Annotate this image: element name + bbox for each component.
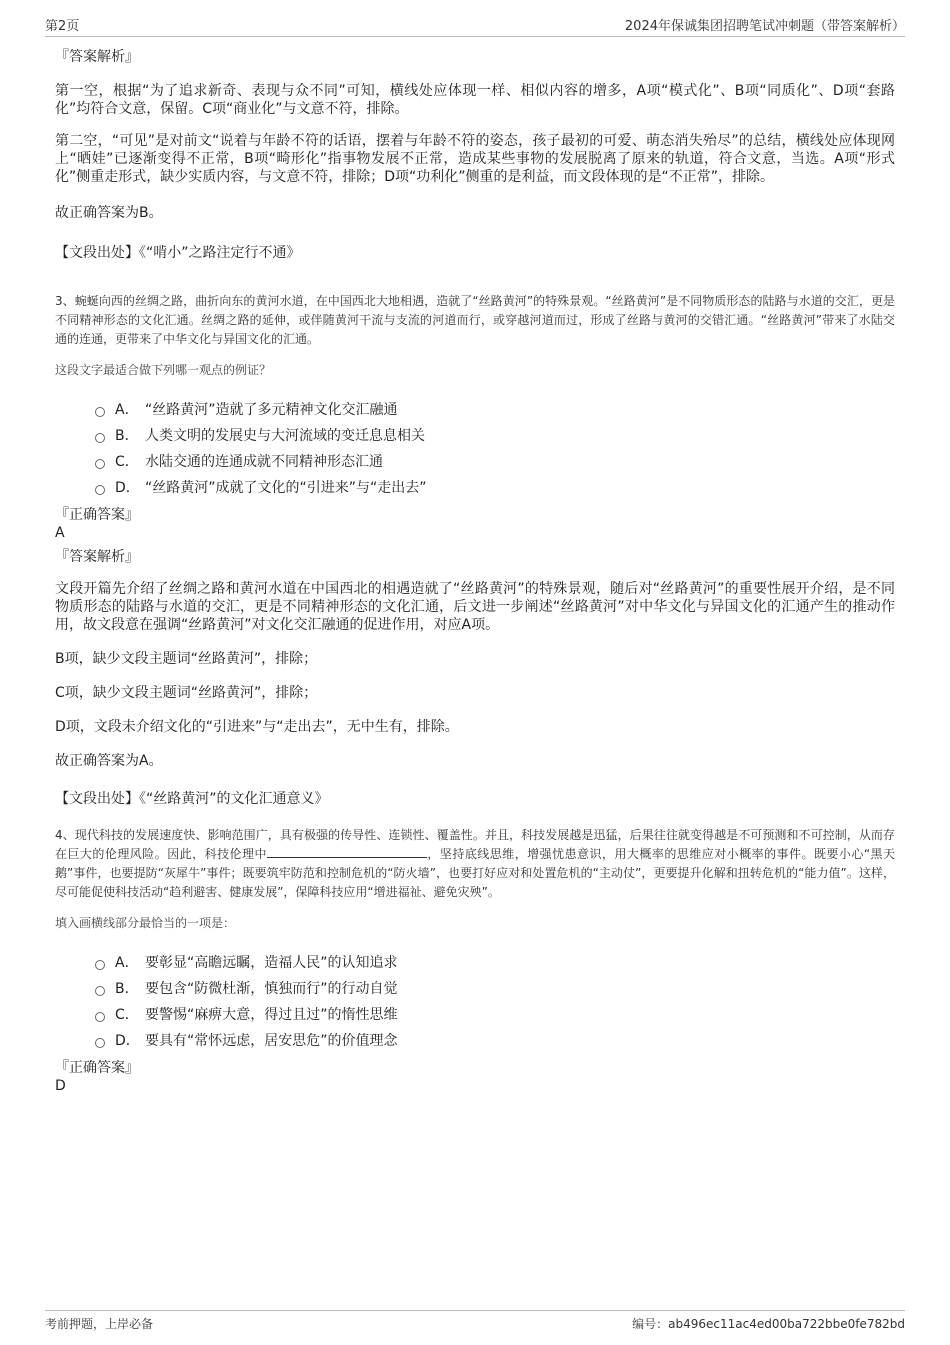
q3-analysis-p4: D项，文段未介绍文化的“引进来”与“走出去”，无中生有，排除。 — [55, 719, 459, 735]
q2-source: 【文段出处】《“啃小”之路注定行不通》 — [55, 245, 301, 261]
q3-option-a[interactable] — [95, 396, 895, 422]
q4-option-a[interactable] — [95, 949, 895, 975]
main-content — [55, 46, 895, 1101]
q4-option-d[interactable] — [95, 1027, 895, 1053]
page-footer — [45, 1310, 905, 1332]
q4-option-c[interactable] — [95, 1001, 895, 1027]
q4-option-b[interactable] — [95, 975, 895, 1001]
q4-answer: D — [55, 1078, 66, 1094]
q4-stem — [55, 826, 895, 902]
radio-icon[interactable] — [95, 459, 105, 469]
radio-icon[interactable] — [95, 433, 105, 443]
option-text: “丝路黄河”造就了多元精神文化交汇融通 — [145, 402, 398, 418]
question-4 — [55, 826, 895, 1095]
page-number: 第2页 — [45, 19, 80, 34]
option-text: 要包含“防微杜渐，慎独而行”的行动自觉 — [145, 981, 398, 997]
option-letter: C． — [115, 1007, 139, 1023]
q4-stem-before: 4、现代科技的发展速度快、影响范围广，具有极强的传导性、连锁性、覆盖性。并且，科技发展越是迅猛，后果往往就变得越是不可预测和不可控制，从而存在巨大的伦理风险。因此，科技伦理中 — [55, 828, 895, 861]
q3-option-b[interactable] — [95, 422, 895, 448]
q4-stem-after: ，坚持底线思维，增强忧患意识，用大概率的思维应对小概率的事件。既要小心“黑天鹅”事件，也要提防“灰犀牛”事件；既要筑牢防范和控制危机的“防火墙”，也要打好应对和处置危机的“主动仗”，更要提升化解和扭转危机的“能力值”。这样，尽可能促使科技活动“趋利避害、健康发展”，保障科技应用“增进福祉、避免灾殃”。 — [55, 847, 895, 899]
option-text: 要警惕“麻痹大意，得过且过”的惰性思维 — [145, 1007, 398, 1023]
q3-analysis-p3: C项，缺少文段主题词“丝路黄河”，排除； — [55, 685, 318, 701]
q4-options — [55, 949, 895, 1053]
q3-analysis-p1: 文段开篇先介绍了丝绸之路和黄河水道在中国西北的相遇造就了“丝路黄河”的特殊景观，随后对“丝路黄河”的重要性展开介绍，是不同物质形态的陆路与水道的交汇，更是不同精神形态的文化汇通，后文进一步阐述“丝路黄河”对中华文化与异国文化的汇通产生的推动作用，故文段意在强调“丝路黄河”对文化交汇融通的促进作用，对应A项。 — [55, 581, 895, 633]
option-letter: B． — [115, 981, 139, 997]
q3-conclusion: 故正确答案为A。 — [55, 753, 163, 769]
q3-prompt: 这段文字最适合做下列哪一观点的例证？ — [55, 363, 272, 377]
page-header — [45, 12, 905, 37]
option-letter: B． — [115, 428, 139, 444]
q3-stem: 3、蜿蜒向西的丝绸之路，曲折向东的黄河水道，在中国西北大地相遇，造就了“丝路黄河”的特殊景观。“丝路黄河”是不同物质形态的陆路与水道的交汇，更是不同精神形态的文化汇通。丝绸之路的延伸，或伴随黄河干流与支流的河道而行，或穿越河道而过，形成了丝路与黄河的交错汇通。“丝路黄河”带来了水陆交通的连通，更带来了中华文化与异国文化的汇通。 — [55, 294, 895, 346]
q4-answer-label: 『正确答案』 — [55, 1060, 139, 1076]
option-text: 要彰显“高瞻远瞩，造福人民”的认知追求 — [145, 955, 398, 971]
fill-blank — [267, 845, 427, 858]
document-title: 2024年保诚集团招聘笔试冲刺题（带答案解析） — [624, 19, 905, 34]
option-text: “丝路黄河”成就了文化的“引进来”与“走出去” — [145, 480, 427, 496]
q2-analysis — [55, 46, 895, 262]
q2-analysis-label: 『答案解析』 — [55, 49, 139, 65]
q3-options — [55, 396, 895, 500]
radio-icon[interactable] — [95, 485, 105, 495]
q3-option-d[interactable] — [95, 474, 895, 500]
q2-analysis-p2: 第二空，“可见”是对前文“说着与年龄不符的话语，摆着与年龄不符的姿态，孩子最初的可爱、萌态消失殆尽”的总结，横线处应体现网上“晒娃”已逐渐变得不正常，B项“畸形化”指事物发展不正常，造成某些事物的发展脱离了原来的轨道，符合文意，当选。A项“形式化”侧重走形式，缺少实质内容，与文意不符，排除；D项“功利化”侧重的是利益，而文段体现的是“不正常”，排除。 — [55, 133, 895, 185]
radio-icon[interactable] — [95, 1012, 105, 1022]
option-text: 水陆交通的连通成就不同精神形态汇通 — [145, 454, 383, 470]
option-letter: D． — [115, 1033, 140, 1049]
q4-prompt: 填入画横线部分最恰当的一项是： — [55, 916, 236, 930]
option-text: 人类文明的发展史与大河流域的变迁息息相关 — [145, 428, 425, 444]
option-letter: D． — [115, 480, 140, 496]
question-3 — [55, 292, 895, 808]
radio-icon[interactable] — [95, 1038, 105, 1048]
option-letter: A． — [115, 402, 139, 418]
q3-source: 【文段出处】《“丝路黄河”的文化汇通意义》 — [55, 791, 329, 807]
option-letter: A． — [115, 955, 139, 971]
radio-icon[interactable] — [95, 986, 105, 996]
q3-analysis-label: 『答案解析』 — [55, 549, 139, 565]
q3-answer: A — [55, 525, 65, 541]
q3-option-c[interactable] — [95, 448, 895, 474]
q2-analysis-p1: 第一空，根据“为了追求新奇、表现与众不同”可知，横线处应体现一样、相似内容的增多，A项“模式化”、B项“同质化”、D项“套路化”均符合文意，保留。C项“商业化”与文意不符，排除。 — [55, 83, 895, 117]
q3-analysis-p2: B项，缺少文段主题词“丝路黄河”，排除； — [55, 651, 318, 667]
q3-answer-label: 『正确答案』 — [55, 507, 139, 523]
option-text: 要具有“常怀远虑，居安思危”的价值理念 — [145, 1033, 398, 1049]
footer-slogan: 考前押题，上岸必备 — [45, 1317, 154, 1331]
radio-icon[interactable] — [95, 407, 105, 417]
radio-icon[interactable] — [95, 960, 105, 970]
q2-conclusion: 故正确答案为B。 — [55, 205, 163, 221]
document-id: 编号：ab496ec11ac4ed00ba722bbe0fe782bd — [632, 1317, 905, 1331]
option-letter: C． — [115, 454, 139, 470]
